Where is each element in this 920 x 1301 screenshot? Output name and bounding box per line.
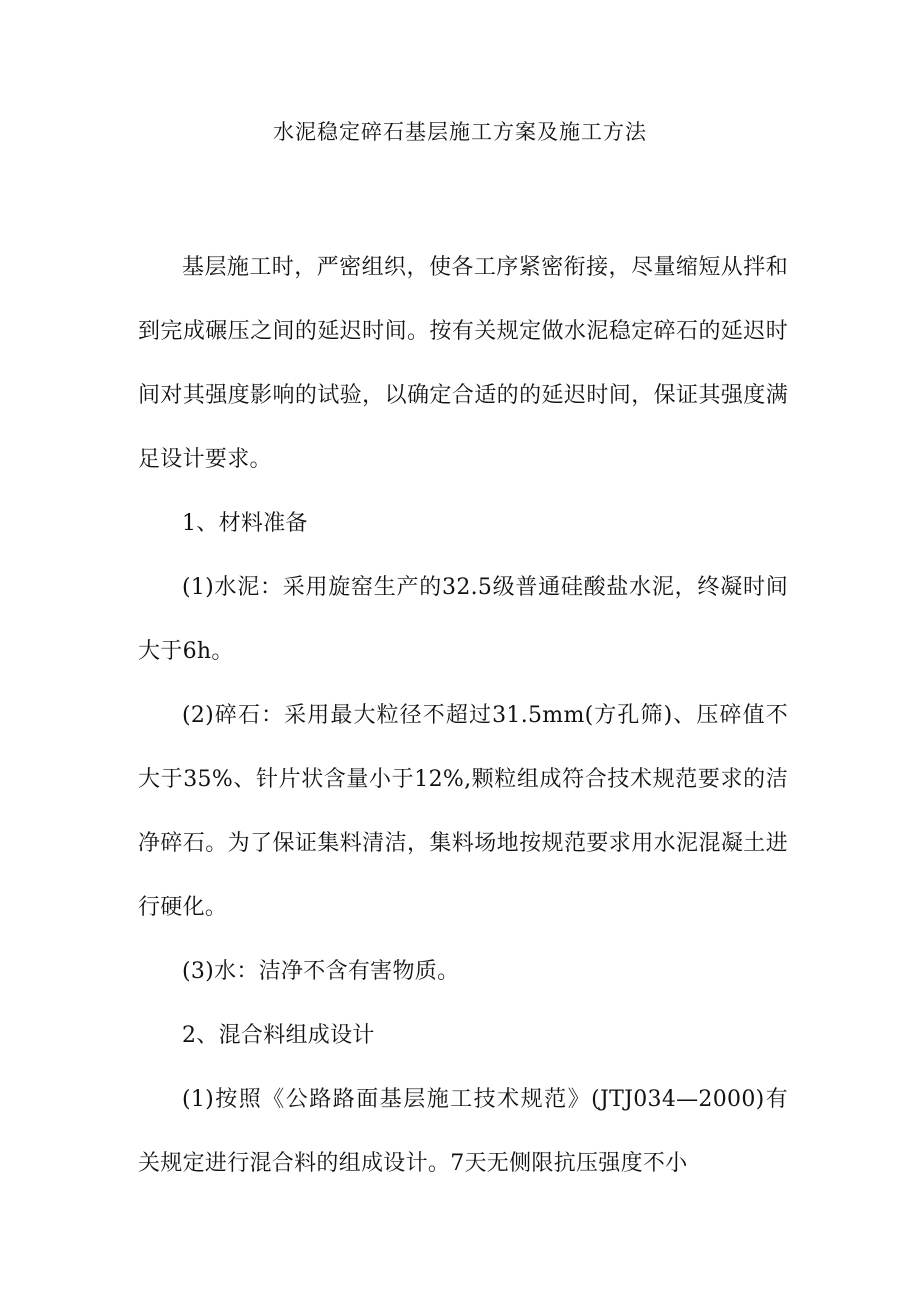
- paragraph-intro: 基层施工时，严密组织，使各工序紧密衔接，尽量缩短从拌和到完成碾压之间的延迟时间。按有关规定做水泥稳定碎石的延迟时间对其强度影响的试验，以确定合适的的延迟时间，保证其强度满足设计要求。: [138, 255, 788, 472]
- paragraph-cement: (1)水泥：采用旋窑生产的32.5级普通硅酸盐水泥，终凝时间大于6h。: [138, 575, 788, 664]
- document-body: [138, 236, 788, 1196]
- document-title: 水泥稳定碎石基层施工方案及施工方法: [273, 120, 647, 144]
- paragraph-mix-spec: (1)按照《公路路面基层施工技术规范》(JTJ034—2000)有关规定进行混合料的组成设计。7天无侧限抗压强度不小: [138, 1087, 788, 1176]
- paragraph-gravel: (2)碎石：采用最大粒径不超过31.5mm(方孔筛)、压碎值不大于35%、针片状含量小于12%,颗粒组成符合技术规范要求的洁净碎石。为了保证集料清洁，集料场地按规范要求用水泥混凝土进行硬化。: [138, 703, 788, 920]
- paragraph-water: (3)水：洁净不含有害物质。: [182, 959, 460, 984]
- section-heading-mix-design: 2、混合料组成设计: [182, 1023, 375, 1048]
- section-heading-materials: 1、材料准备: [182, 511, 308, 536]
